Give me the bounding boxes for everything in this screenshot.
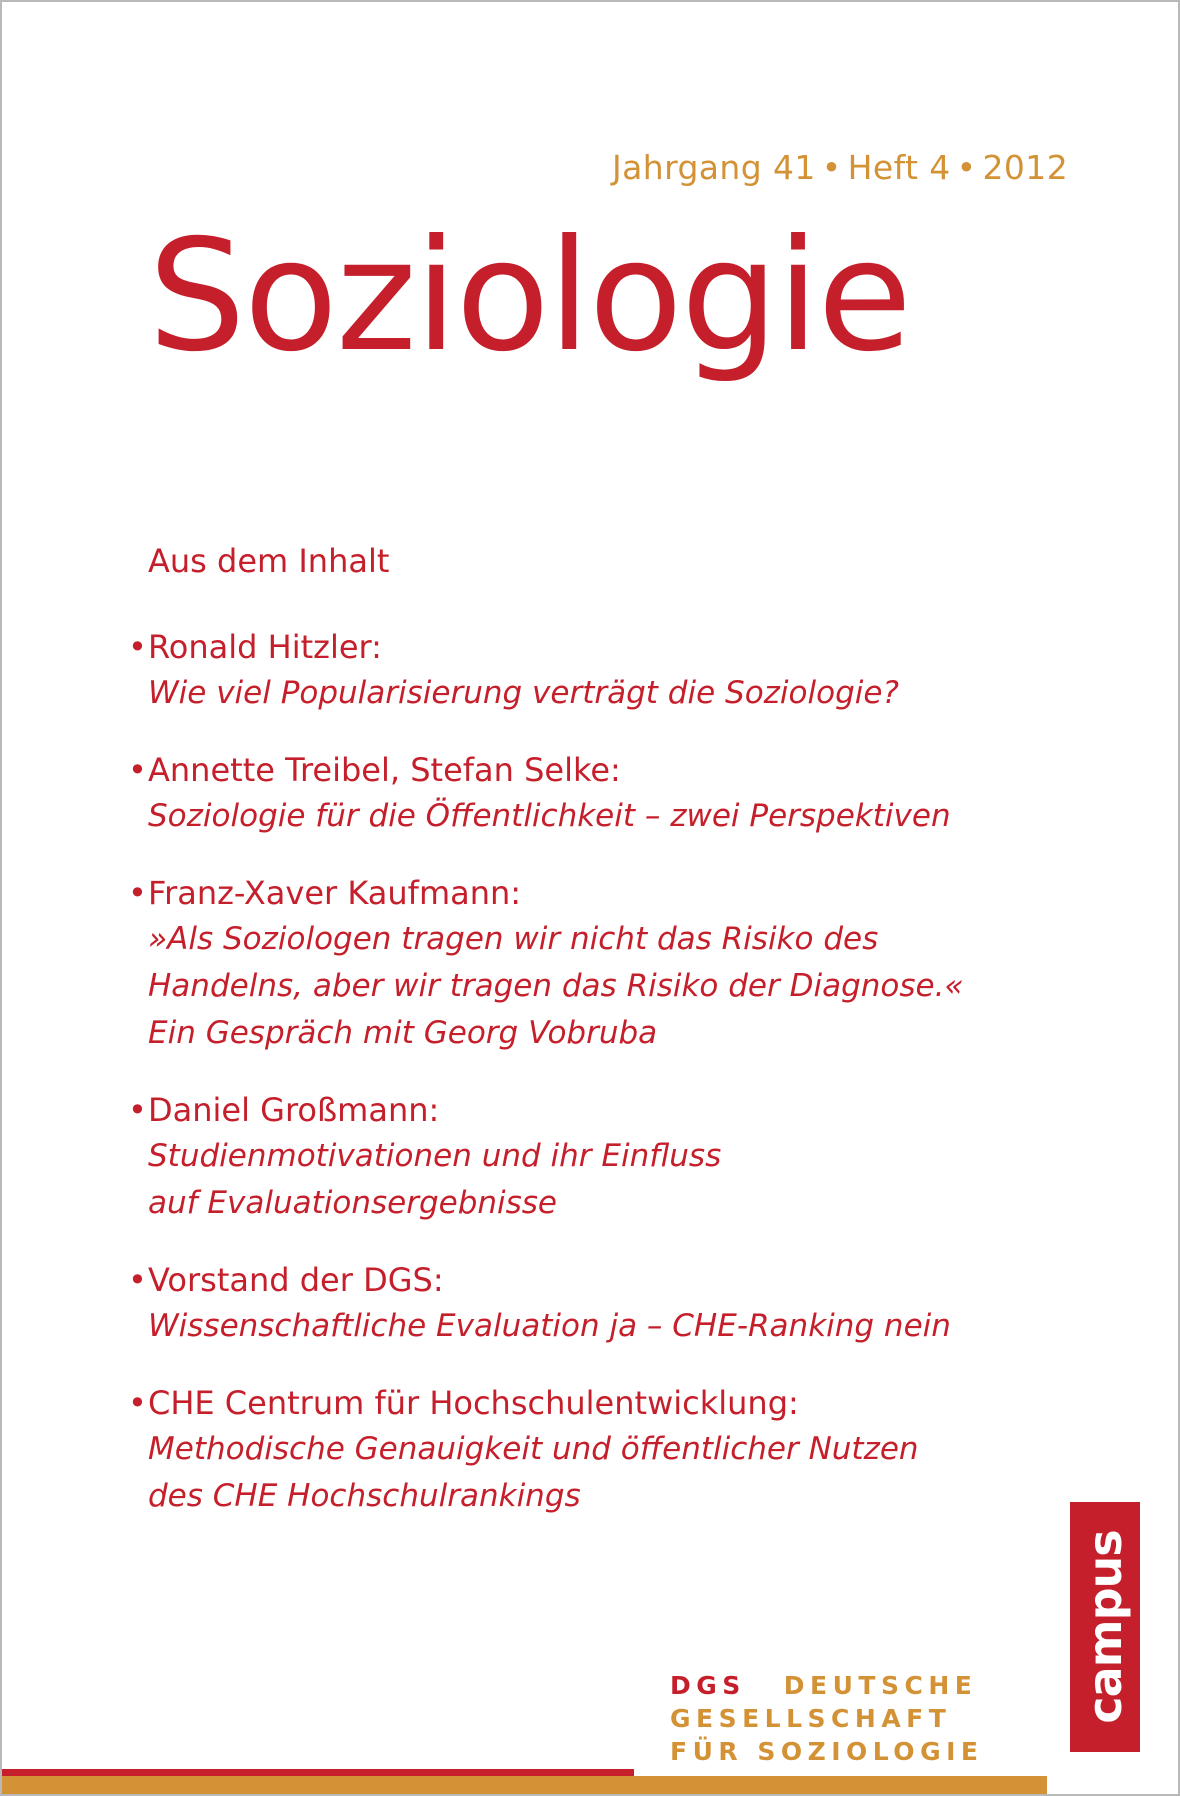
bullet-icon: •: [128, 1091, 147, 1129]
contents-entry: [128, 870, 1008, 1057]
contents-heading: Aus dem Inhalt: [148, 542, 390, 580]
society-name-line: DEUTSCHE: [783, 1671, 978, 1700]
journal-title: Soziologie: [148, 207, 911, 386]
entry-author: Daniel Großmann:: [148, 1091, 440, 1129]
bullet-icon: •: [128, 1384, 147, 1422]
year-label: 2012: [982, 148, 1069, 187]
society-name-line: GESELLSCHAFT: [670, 1704, 952, 1733]
contents-list: [128, 624, 1008, 1550]
society-line: [670, 1669, 1030, 1702]
entry-author: CHE Centrum für Hochschulentwicklung:: [148, 1384, 799, 1422]
entry-title-line: Soziologie für die Öffentlichkeit – zwei Perspektiven: [148, 798, 951, 834]
entry-title-line: auf Evaluationsergebnisse: [148, 1185, 558, 1221]
entry-title-line: Methodische Genauigkeit und öffentlicher Nutzen: [148, 1431, 919, 1467]
contents-entry: [128, 1380, 1008, 1520]
entry-title-line: Wie viel Popularisierung verträgt die Soziologie?: [148, 675, 899, 711]
volume-label: Jahrgang 41: [612, 148, 816, 187]
entry-title-line: Studienmotivationen und ihr Einfluss: [148, 1138, 722, 1174]
separator-dot: •: [821, 148, 842, 187]
contents-entry: [128, 1257, 1008, 1350]
bullet-icon: •: [128, 1261, 147, 1299]
entry-title-line: »Als Soziologen tragen wir nicht das Risiko des: [148, 921, 879, 957]
contents-entry: [128, 1087, 1008, 1227]
society-logo: [670, 1669, 1030, 1768]
bullet-icon: •: [128, 751, 147, 789]
entry-title-line: Ein Gespräch mit Georg Vobruba: [148, 1015, 658, 1051]
campus-logo: [1070, 1502, 1140, 1752]
entry-title-line: des CHE Hochschulrankings: [148, 1478, 581, 1514]
separator-dot: •: [956, 148, 977, 187]
decorative-bar-red: [2, 1769, 634, 1776]
entry-title-line: Wissenschaftliche Evaluation ja – CHE-Ranking nein: [148, 1308, 951, 1344]
issue-info: [612, 148, 1112, 187]
entry-author: Franz-Xaver Kaufmann:: [148, 874, 522, 912]
entry-title-line: Handelns, aber wir tragen das Risiko der Diagnose.«: [148, 968, 964, 1004]
bullet-icon: •: [128, 874, 147, 912]
contents-entry: [128, 747, 1008, 840]
contents-entry: [128, 624, 1008, 717]
decorative-bar-orange: [2, 1776, 1047, 1794]
entry-author: Vorstand der DGS:: [148, 1261, 444, 1299]
society-name-line: FÜR SOZIOLOGIE: [670, 1737, 984, 1766]
issue-label: Heft 4: [847, 148, 951, 187]
entry-author: Ronald Hitzler:: [148, 628, 382, 666]
campus-logo-text: campus: [1078, 1530, 1132, 1724]
society-abbreviation: DGS: [670, 1671, 746, 1700]
entry-author: Annette Treibel, Stefan Selke:: [148, 751, 621, 789]
bullet-icon: •: [128, 628, 147, 666]
